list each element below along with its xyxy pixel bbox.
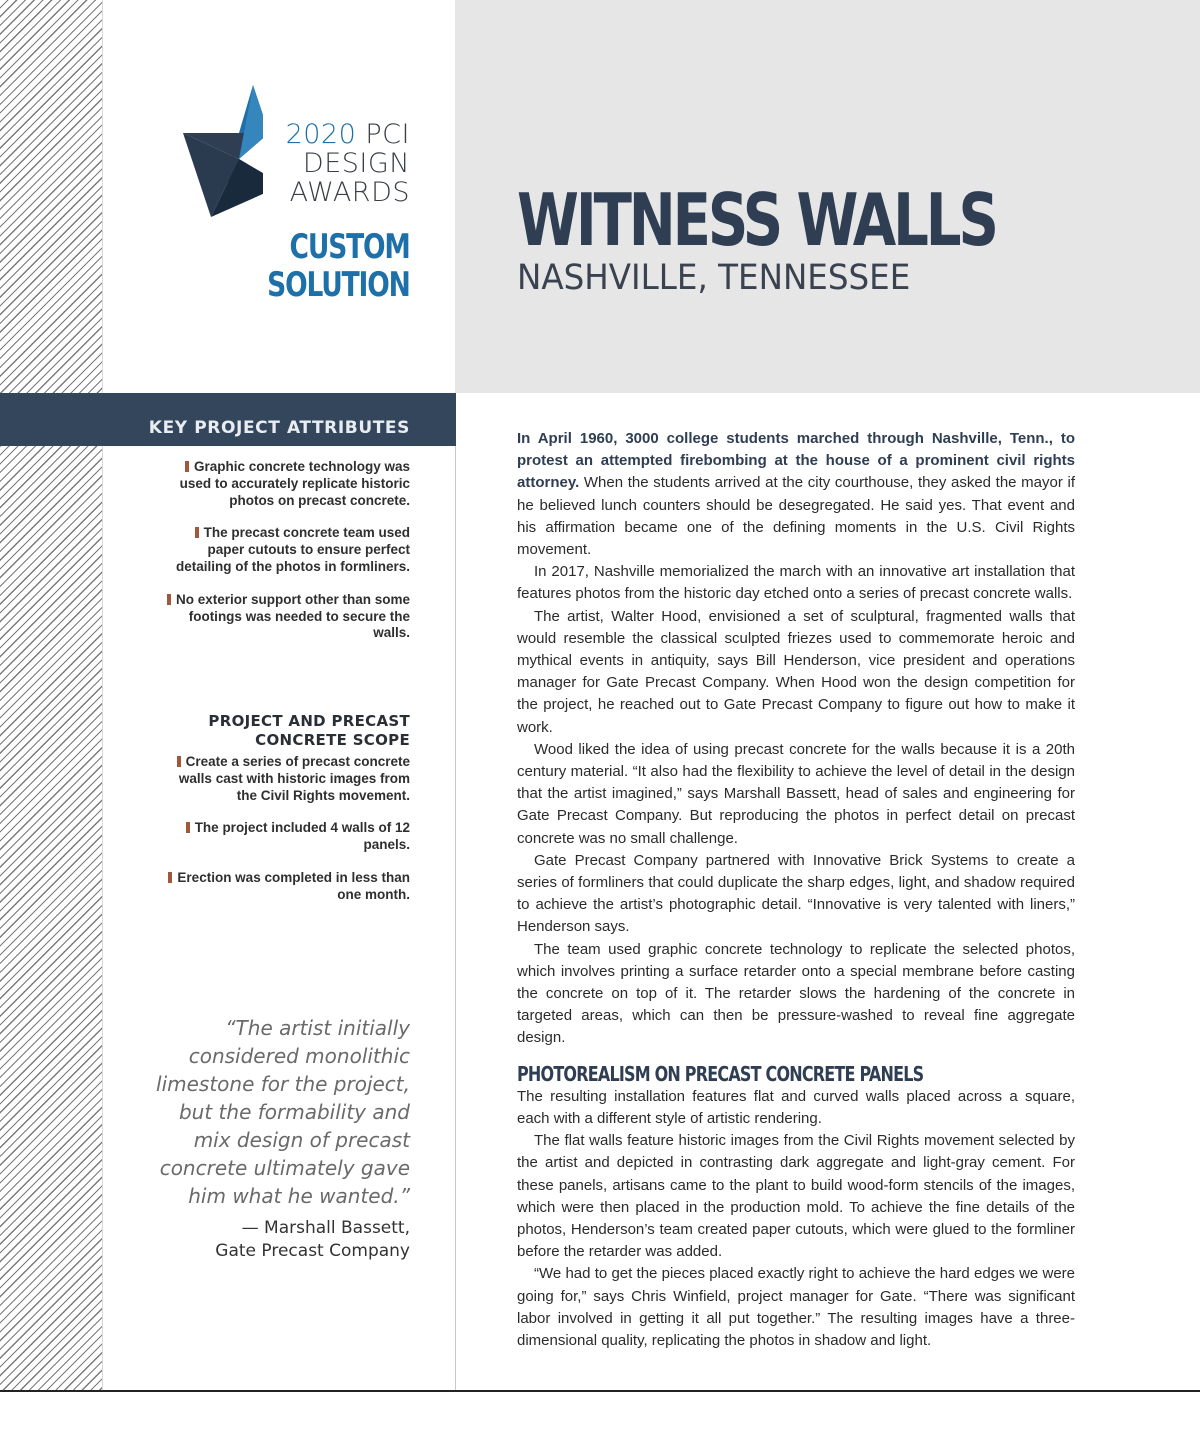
bullet-icon — [177, 756, 181, 767]
article-paragraph: “We had to get the pieces placed exactly right to achieve the hard edges we were going for,” says Chris Winfield, project manager for Gate. “There was significant labor involved in getting it all put together.” The resulting images have a three-dimensional quality, replicating the photos in shadow and light. — [517, 1265, 1075, 1349]
page-subtitle: NASHVILLE, TENNESSEE — [517, 258, 911, 298]
list-item-text: No exterior support other than some footings was needed to secure the walls. — [175, 591, 410, 641]
bottom-rule — [0, 1390, 1200, 1392]
attributes-heading: KEY PROJECT ATTRIBUTES — [148, 418, 410, 438]
category-line-2: SOLUTION — [267, 265, 410, 305]
article-paragraph: In 2017, Nashville memorialized the march with an innovative art installation that features photos from the historic day etched onto a series of precast concrete walls. — [517, 563, 1075, 603]
star-logo-icon — [183, 85, 263, 220]
list-item — [160, 754, 410, 804]
article-paragraph: Gate Precast Company partnered with Innovative Brick Systems to create a series of formliners that could duplicate the sharp edges, light, and shadow required to achieve the artist’s photographic detail. “Innovative is very talented with liners,” Henderson says. — [517, 851, 1075, 936]
bullet-icon — [195, 527, 199, 538]
list-item — [160, 820, 410, 854]
list-item-text: Erection was completed in less than one month. — [177, 869, 410, 902]
lead-text: When the students arrived at the city courthouse, they asked the mayor if he believed lunch counters should be desegregated. He said yes. That event and his affirmation became one of the defining moments in the U.S. Civil Rights movement. — [517, 474, 1075, 559]
quote-attribution — [215, 1217, 410, 1263]
award-category — [268, 228, 410, 304]
bullet-icon — [167, 594, 171, 605]
list-item — [160, 870, 410, 904]
page-title: WITNESS WALLS — [517, 178, 996, 262]
attribution-name: — Marshall Bassett, — [241, 1218, 410, 1238]
list-item-text: Graphic concrete technology was used to accurately replicate historic photos on precast concrete. — [179, 459, 410, 508]
list-item — [160, 592, 410, 642]
lead-paragraph — [517, 428, 1075, 561]
attribution-company: Gate Precast Company — [215, 1241, 410, 1261]
article-paragraph: Wood liked the idea of using precast concrete for the walls because it is a 20th century material. “It also had the flexibility to achieve the level of detail in the design that the artist imagined,” says Marshall Bassett, head of sales and engineering for Gate Precast Company. But reproducing the photos in perfect detail on precast concrete was no small challenge. — [517, 740, 1075, 847]
section-heading: PHOTOREALISM ON PRECAST CONCRETE PANELS — [517, 1061, 924, 1086]
column-divider — [455, 393, 456, 1390]
bullet-icon — [168, 872, 172, 883]
scope-heading-line-1: PROJECT AND PRECAST — [208, 712, 410, 730]
award-year: 2020 — [285, 119, 357, 150]
list-item-text: The project included 4 walls of 12 panels. — [194, 820, 410, 853]
award-org: PCI — [365, 119, 410, 150]
award-name — [286, 120, 410, 207]
bullet-icon — [185, 461, 189, 472]
scope-heading-line-2: CONCRETE SCOPE — [255, 731, 410, 749]
list-item-text: Create a series of precast concrete walls cast with historic images from the Civil Rights movement. — [178, 754, 410, 803]
article-paragraph: The artist, Walter Hood, envisioned a set of sculptural, fragmented walls that would resemble the classical sculpted friezes used to commemorate heroic and mythical events in antiquity, says Bill Henderson, vice president and operations manager for Gate Precast Company. When Hood won the design competition for the project, he reached out to Gate Precast Company to figure out how to make it work. — [517, 607, 1075, 736]
bullet-icon — [186, 822, 190, 833]
award-line-design: DESIGN — [302, 148, 410, 179]
award-line-awards: AWARDS — [289, 177, 410, 208]
pull-quote: “The artist initially considered monolithic limestone for the project, but the formability and mix design of precast concrete ultimately gave him what he wanted.” — [156, 1016, 410, 1208]
article-body — [517, 428, 1075, 1352]
list-item — [160, 525, 410, 575]
category-line-1: CUSTOM — [289, 227, 410, 267]
scope-list — [160, 754, 410, 920]
list-item — [160, 459, 410, 509]
scope-heading — [208, 712, 410, 750]
article-paragraph: The resulting installation features flat and curved walls placed across a square, each with a different style of artistic rendering. — [517, 1087, 1075, 1127]
article-paragraph: The flat walls feature historic images from the Civil Rights movement selected by the artist and depicted in contrasting dark aggregate and light-gray cement. For these panels, artisans came to the plant to build wood-form stencils of the images, which were then placed in the production mold. To achieve the fine details of the photos, Henderson’s team created paper cutouts, which were glued to the formliner before the retarder was added. — [517, 1132, 1075, 1261]
list-item-text: The precast concrete team used paper cutouts to ensure perfect detailing of the photos in formliners. — [175, 525, 410, 574]
article-paragraph: The team used graphic concrete technology to replicate the selected photos, which involves printing a surface retarder onto a special membrane before casting the concrete on top of it. The retarder slows the hardening of the concrete in targeted areas, which can then be pressure-washed to reveal fine aggregate design. — [517, 940, 1075, 1047]
lead-bold-text: In April 1960, 3000 college students marched through Nashville, Tenn., to protest an attempted firebombing at the house of a prominent civil rights attorney. — [517, 430, 1075, 492]
hatched-margin — [0, 0, 102, 1390]
attributes-list — [160, 459, 410, 658]
